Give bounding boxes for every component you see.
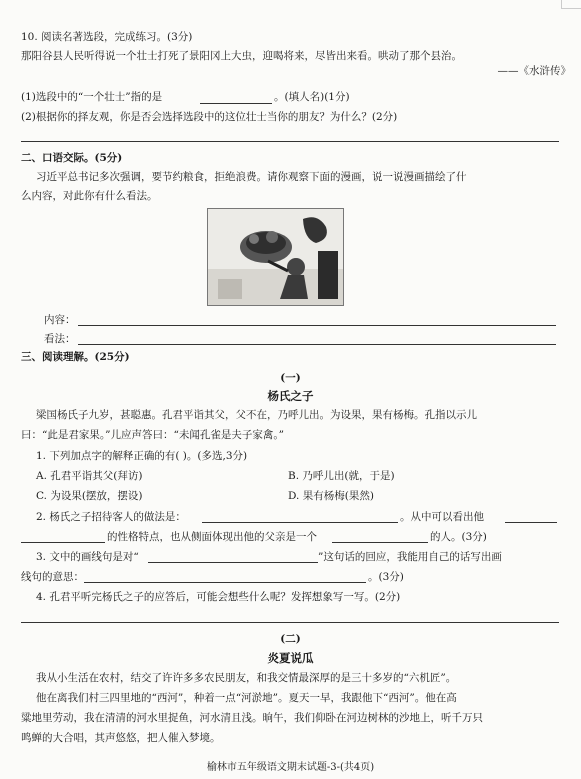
question3-c: 线句的意思： [21, 571, 84, 583]
passage1-line2: 曰：“此是君家果。”儿应声答曰：“未闻孔雀是夫子家禽。” [21, 429, 284, 441]
passage2-line1: 我从小生活在农村，结交了许许多多农民朋友，和我交情最深厚的是三十多岁的“六机匠”。 [36, 672, 457, 684]
view-answer-line[interactable] [78, 344, 556, 345]
question1: 1. 下列加点字的解释正确的有( )。(多选,3分) [36, 450, 248, 462]
part2-number: (二) [280, 633, 301, 645]
section3-heading: 三、阅读理解。(25分) [21, 351, 130, 363]
page-footer: 榆林市五年级语文期末试题-3-(共4页) [206, 762, 375, 773]
q10-sub1-tail: 。(填人名)(1分) [274, 91, 350, 103]
cartoon-image [207, 208, 344, 306]
content-answer-line[interactable] [78, 325, 556, 326]
page-corner-mark [561, 0, 581, 9]
q2-blank-1[interactable] [202, 522, 398, 523]
part1-number: (一) [280, 372, 301, 384]
option-b: B. 乃呼儿出(就，于是) [288, 470, 395, 482]
question2-d: 的人。(3分) [430, 531, 487, 543]
question3-a: 3. 文中的画线句是对“ [36, 551, 139, 563]
q3-blank-1[interactable] [148, 562, 318, 563]
cartoon-drawing [208, 209, 343, 305]
q10-answer-line[interactable] [21, 141, 559, 142]
passage2-line3: 粱地里劳动，我在清清的河水里捉鱼，河水清且浅。晌午，我们仰卧在河边树林的沙地上，听千万只 [21, 712, 483, 724]
part1-title: 杨氏之子 [267, 389, 314, 403]
q2-blank-3[interactable] [21, 542, 105, 543]
section2-heading: 二、口语交际。(5分) [21, 152, 123, 164]
question2-c: 的性格特点，也从侧面体现出他的父亲是一个 [107, 531, 317, 543]
q2-blank-4[interactable] [332, 542, 428, 543]
q10-sub1: (1)选段中的“一个壮士”指的是 [21, 91, 163, 103]
section2-line2: 么内容，对此你有什么看法。 [21, 190, 158, 202]
section2-line1: 习近平总书记多次强调，要节约粮食，拒绝浪费。请你观察下面的漫画，说一说漫画描绘了什 [36, 171, 467, 183]
option-a: A. 孔君平诣其父(拜访) [36, 470, 143, 482]
question3-d: 。(3分) [368, 571, 404, 583]
passage2-line4: 鸣蝉的大合唱，其声悠悠，把人催入梦境。 [21, 732, 221, 744]
option-c: C. 为设果(摆放，摆设) [36, 490, 143, 502]
passage1-line1: 梁国杨氏子九岁，甚聪惠。孔君平诣其父，父不在，乃呼儿出。为设果，果有杨梅。孔指以示儿 [36, 409, 477, 421]
question2-a: 2. 杨氏之子招待客人的做法是： [36, 511, 186, 523]
view-label: 看法： [44, 333, 76, 345]
option-d: D. 果有杨梅(果然) [288, 490, 374, 502]
q2-blank-2[interactable] [505, 522, 557, 523]
q10-source: ——《水浒传》 [497, 65, 571, 77]
q10-sub2: (2)根据你的择友观，你是否会选择选段中的这位壮士当你的朋友？为什么？(2分) [21, 111, 398, 123]
part2-title: 炎夏说瓜 [267, 651, 314, 665]
q4-answer-line[interactable] [21, 622, 559, 623]
q10-sub1-blank[interactable] [200, 103, 272, 104]
passage2-line2: 他在离我们村三四里地的“西河”，种着一点“河淤地”。夏天一早，我跟他下“西河”。他在高 [36, 692, 457, 704]
question3-b: ”这句话的回应，我能用自己的话写出画 [318, 551, 502, 563]
question2-b: 。从中可以看出他 [400, 511, 484, 523]
content-label: 内容： [44, 314, 76, 326]
question4: 4. 孔君平听完杨氏之子的应答后，可能会想些什么呢？发挥想象写一写。(2分) [36, 591, 401, 603]
q3-blank-2[interactable] [84, 582, 366, 583]
q10-passage: 那阳谷县人民听得说一个壮士打死了景阳冈上大虫，迎喝将来，尽皆出来看。哄动了那个县治。 [21, 50, 462, 62]
q10-heading: 10. 阅读名著选段，完成练习。(3分) [21, 31, 193, 43]
